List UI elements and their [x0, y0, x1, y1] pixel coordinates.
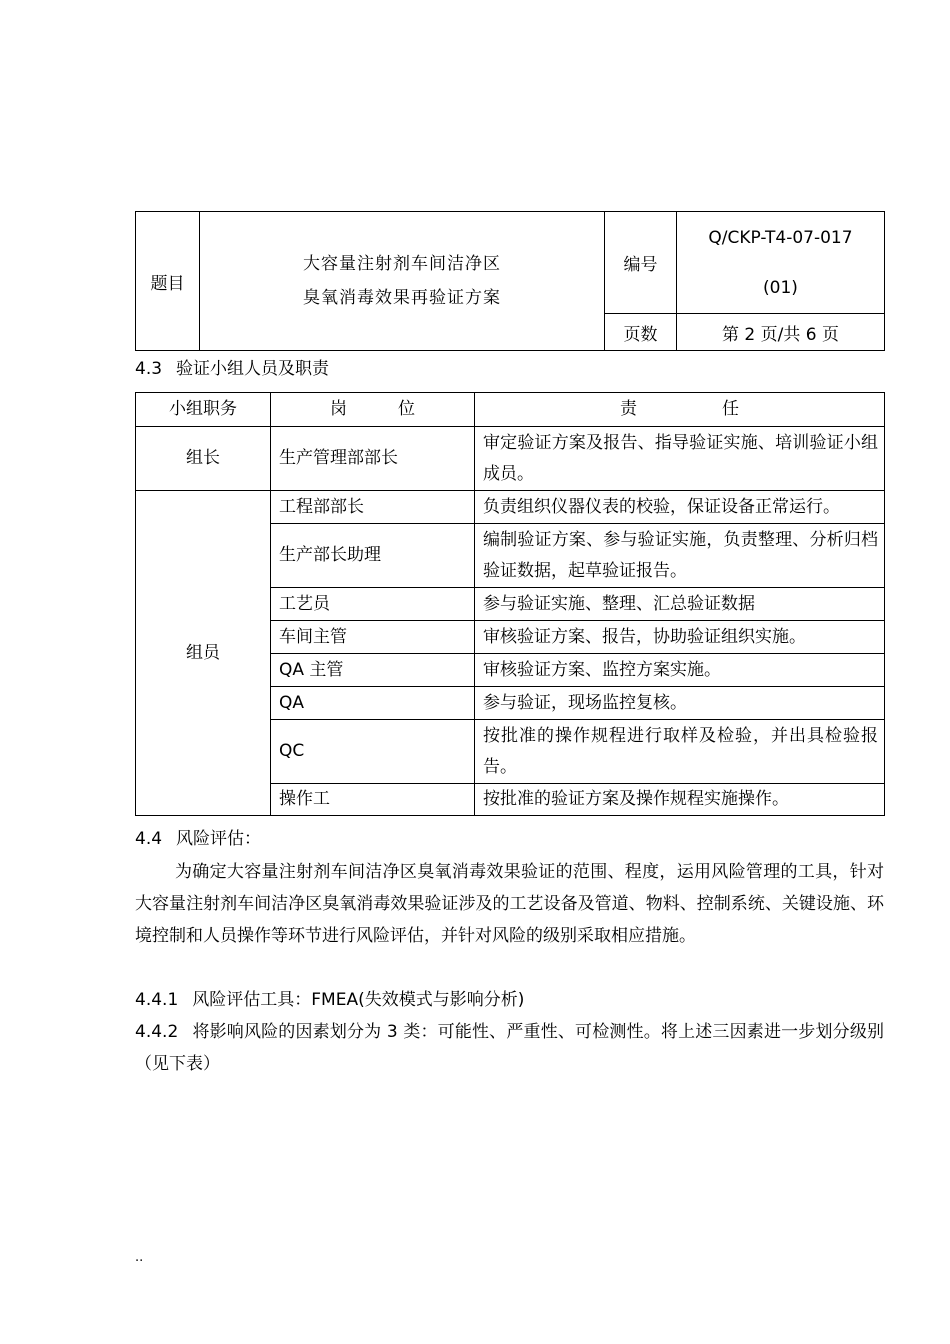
section-4-4-heading	[135, 828, 261, 850]
section-title: 验证小组人员及职责	[176, 359, 330, 379]
responsibility-cell: 审定验证方案及报告、指导验证实施、培训验证小组成员。	[475, 427, 885, 491]
section-4-3-heading	[135, 358, 329, 380]
responsibility-cell: 参与验证实施、整理、汇总验证数据	[475, 588, 885, 621]
section-number: 4.4.1	[135, 990, 179, 1010]
position-cell: 生产部长助理	[271, 524, 475, 588]
header-role: 小组职务	[136, 393, 271, 427]
position-cell: 工艺员	[271, 588, 475, 621]
document-title-line1: 大容量注射剂车间洁净区	[303, 254, 501, 274]
table-row	[136, 491, 885, 524]
position-cell: QA 主管	[271, 654, 475, 687]
responsibility-cell: 参与验证，现场监控复核。	[475, 687, 885, 720]
responsibility-cell: 编制验证方案、参与验证实施，负责整理、分析归档验证数据，起草验证报告。	[475, 524, 885, 588]
responsibility-cell: 按批准的验证方案及操作规程实施操作。	[475, 784, 885, 816]
table-row	[136, 427, 885, 491]
section-title: 风险评估：	[176, 829, 262, 849]
document-title-line2: 臭氧消毒效果再验证方案	[303, 288, 501, 308]
section-number: 4.3	[135, 359, 163, 379]
position-cell: 生产管理部部长	[271, 427, 475, 491]
section-text: 风险评估工具：FMEA(失效模式与影响分析)	[192, 990, 525, 1010]
document-title	[200, 212, 605, 351]
position-cell: 工程部部长	[271, 491, 475, 524]
pages-label: 页数	[605, 314, 677, 351]
responsibility-cell: 按批准的操作规程进行取样及检验，并出具检验报告。	[475, 720, 885, 784]
position-cell: 操作工	[271, 784, 475, 816]
code-label: 编号	[605, 212, 677, 314]
section-number: 4.4.2	[135, 1022, 179, 1042]
position-cell: QC	[271, 720, 475, 784]
header-position: 岗 位	[271, 393, 475, 427]
responsibility-cell: 审核验证方案、报告，协助验证组织实施。	[475, 621, 885, 654]
section-number: 4.4	[135, 829, 163, 849]
team-table	[135, 392, 885, 816]
risk-assessment-paragraph: 为确定大容量注射剂车间洁净区臭氧消毒效果验证的范围、程度，运用风险管理的工具，针对大容量注射剂车间洁净区臭氧消毒效果验证涉及的工艺设备及管道、物料、控制系统、关键设施、环境控制和人员操作等环节进行风险评估，并针对风险的级别采取相应措施。	[135, 862, 884, 946]
document-header-table	[135, 211, 885, 351]
code-value-cell	[677, 212, 885, 314]
code-value: Q/CKP-T4-07-017	[708, 227, 853, 248]
responsibility-cell: 审核验证方案、监控方案实施。	[475, 654, 885, 687]
footer-dots: ..	[135, 1250, 144, 1265]
section-text: 将影响风险的因素划分为 3 类：可能性、严重性、可检测性。将上述三因素进一步划分级别（见下表）	[135, 1022, 884, 1074]
section-4-4-1	[135, 989, 524, 1011]
code-revision: (01)	[763, 277, 798, 298]
header-responsibility: 责 任	[475, 393, 885, 427]
pages-value: 第 2 页/共 6 页	[677, 314, 885, 351]
role-cell: 组长	[136, 427, 271, 491]
section-4-4-2	[135, 1016, 884, 1080]
team-table-header-row	[136, 393, 885, 427]
position-cell: QA	[271, 687, 475, 720]
position-cell: 车间主管	[271, 621, 475, 654]
subject-label: 题目	[136, 212, 200, 351]
role-cell: 组员	[136, 491, 271, 816]
responsibility-cell: 负责组织仪器仪表的校验，保证设备正常运行。	[475, 491, 885, 524]
